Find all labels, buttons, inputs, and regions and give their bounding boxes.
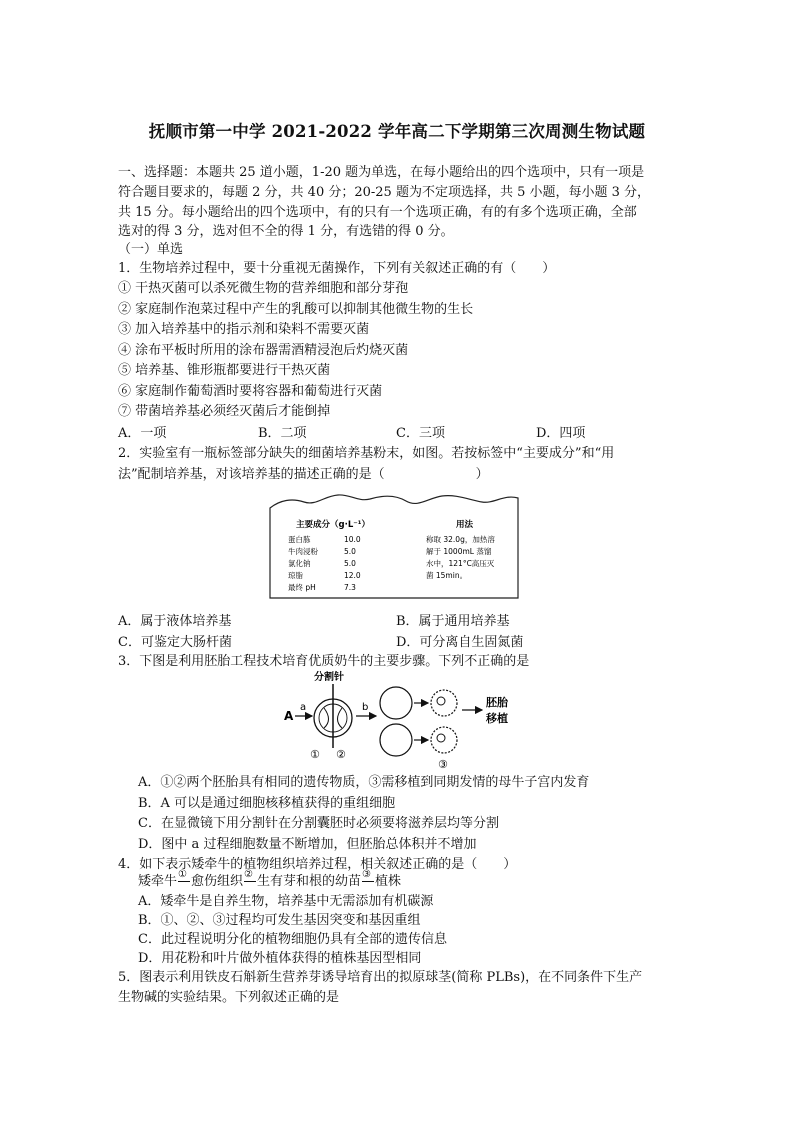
ingredient-value: 7.3 — [344, 583, 356, 592]
instruction-line: 选对的得 3 分，选对但不全的得 1 分，有选错的得 0 分。 — [118, 224, 454, 239]
instruction-line: 符合题目要求的，每题 2 分，共 40 分；20-25 题为不定项选择，共 5 小题，每小题 3 分， — [118, 185, 651, 200]
q1-option-b: B．二项 — [258, 426, 307, 441]
ingredient-name: 氯化钠 — [288, 559, 311, 568]
q2-stem: 法”配制培养基，对该培养基的描述正确的是（ ） — [118, 467, 489, 482]
flow-step: 植株 — [375, 874, 402, 889]
ingredient-value: 12.0 — [344, 571, 361, 580]
q5-stem: 5．图表示利用铁皮石斛新生营养芽诱导培育出的拟原球茎(简称 PLBs)，在不同条件下生产 — [118, 970, 643, 985]
q1-option-d: D．四项 — [536, 426, 586, 441]
q1-item: ④ 涂布平板时所用的涂布器需酒精浸泡后灼烧灭菌 — [118, 343, 409, 358]
q1-item: ⑥ 家庭制作葡萄酒时要将容器和葡萄进行灭菌 — [118, 384, 383, 399]
label-header-left: 主要成分（g·L⁻¹） — [296, 520, 370, 530]
q3-option-a: A．①②两个胚胎具有相同的遗传物质，③需移植到同期发情的母牛子宫内发育 — [138, 775, 590, 790]
split-half-embryos — [380, 687, 412, 756]
culture-medium-label-figure — [266, 490, 522, 602]
flow-step: 愈伤组织 — [191, 874, 244, 889]
q1-item: ① 干热灭菌可以杀死微生物的营养细胞和部分芽孢 — [118, 281, 409, 296]
ingredient-name: 最终 pH — [288, 583, 316, 592]
label-1: ① — [310, 748, 320, 761]
q4-option-a: A．矮牵牛是自养生物，培养基中无需添加有机碳源 — [138, 894, 434, 909]
transfer-label-2: 移植 — [486, 712, 508, 725]
usage-line: 解于 1000mL 蒸馏 — [426, 547, 492, 556]
q5-stem: 生物碱的实验结果。下列叙述正确的是 — [118, 990, 340, 1005]
instruction-line: 一、选择题：本题共 25 道小题，1-20 题为单选，在每小题给出的四个选项中，只有一项是 — [118, 165, 645, 180]
ingredient-name: 牛肉浸粉 — [288, 547, 318, 556]
section-heading: （一）单选 — [118, 242, 184, 257]
q4-stem: 4．如下表示矮牵牛的植物组织培养过程，相关叙述正确的是（ ） — [118, 857, 517, 872]
q1-option-a: A．一项 — [118, 426, 167, 441]
q1-stem: 1．生物培养过程中，要十分重视无菌操作，下列有关叙述正确的有（ ） — [118, 261, 556, 276]
ingredient-name: 琼脂 — [288, 571, 303, 580]
q3-option-c: C．在显微镜下用分割针在分割囊胚时必须要将滋养层均等分割 — [138, 816, 499, 831]
flow-step: 矮牵牛 — [138, 874, 178, 889]
developing-embryos — [431, 690, 457, 753]
label-2: ② — [336, 748, 346, 761]
usage-line: 菌 15min。 — [426, 571, 468, 580]
embryo-splitting-diagram — [278, 668, 518, 770]
usage-line: 称取 32.0g，加热溶 — [426, 535, 495, 544]
page-title: 抚顺市第一中学 2021-2022 学年高二下学期第三次周测生物试题 — [148, 122, 646, 141]
q3-option-b: B．A 可以是通过细胞核移植获得的重组细胞 — [138, 796, 396, 811]
q1-item: ② 家庭制作泡菜过程中产生的乳酸可以抑制其他微生物的生长 — [118, 302, 474, 317]
needle-label: 分割针 — [314, 672, 344, 683]
flow-arrow: ③ — [361, 872, 375, 892]
q3-option-d: D．图中 a 过程细胞数量不断增加，但胚胎总体积并不增加 — [138, 837, 477, 852]
q1-item: ③ 加入培养基中的指示剂和染料不需要灭菌 — [118, 322, 370, 337]
q1-item: ⑤ 培养基、锥形瓶都要进行干热灭菌 — [118, 363, 331, 378]
ingredient-value: 10.0 — [344, 535, 361, 544]
ingredient-name: 蛋白胨 — [288, 535, 311, 544]
flow-arrow: ② — [243, 872, 257, 892]
q3-stem: 3．下图是利用胚胎工程技术培育优质奶牛的主要步骤。下列不正确的是 — [118, 654, 530, 669]
flow-arrow: ① — [177, 872, 191, 892]
ingredient-value: 5.0 — [344, 559, 356, 568]
q2-option-d: D．可分离自生固氮菌 — [396, 635, 524, 650]
label-A: A — [284, 709, 294, 723]
label-b: b — [362, 702, 369, 713]
q1-option-c: C．三项 — [396, 426, 445, 441]
q4-option-c: C．此过程说明分化的植物细胞仍具有全部的遗传信息 — [138, 932, 447, 947]
label-3: ③ — [438, 758, 448, 770]
q4-flow — [138, 869, 402, 892]
transfer-label-1: 胚胎 — [486, 696, 508, 709]
ingredient-value: 5.0 — [344, 547, 356, 556]
instruction-line: 共 15 分。每小题给出的四个选项中，有的只有一个选项正确，有的有多个选项正确，全部 — [118, 205, 637, 220]
q4-option-d: D．用花粉和叶片做外植体获得的植株基因型相同 — [138, 951, 422, 966]
q2-option-c: C．可鉴定大肠杆菌 — [118, 635, 232, 650]
usage-line: 水中，121°C高压灭 — [426, 559, 495, 568]
q2-option-a: A．属于液体培养基 — [118, 614, 232, 629]
q2-option-b: B．属于通用培养基 — [396, 614, 510, 629]
q2-stem: 2．实验室有一瓶标签部分缺失的细菌培养基粉末，如图。若按标签中“主要成分”和“用 — [118, 446, 615, 461]
q4-option-b: B．①、②、③过程均可发生基因突变和基因重组 — [138, 913, 421, 928]
label-a: a — [300, 702, 307, 713]
q1-item: ⑦ 带菌培养基必须经灭菌后才能倒掉 — [118, 404, 331, 419]
flow-step: 生有芽和根的幼苗 — [257, 874, 362, 889]
label-header-right: 用法 — [456, 520, 474, 530]
